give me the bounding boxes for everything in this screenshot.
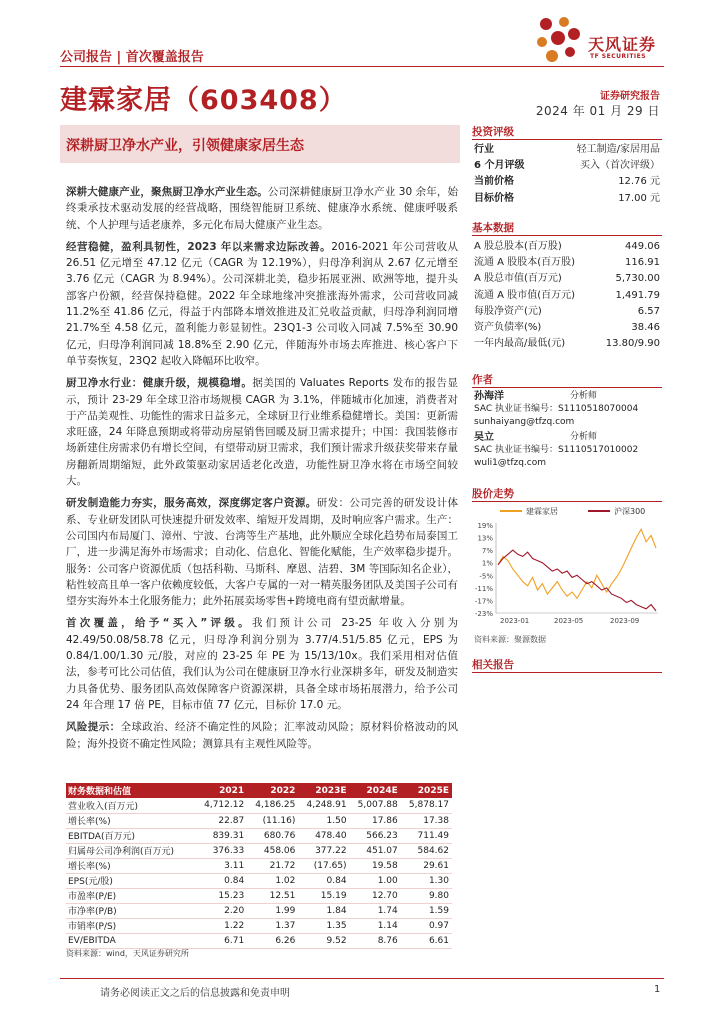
basic-key: 流通 A 股股本(百万股) xyxy=(474,257,576,269)
table-cell: 0.97 xyxy=(401,918,452,933)
rating-section-title: 投资评级 xyxy=(472,124,662,140)
headline: 深耕厨卫净水产业，引领健康家居生态 xyxy=(66,138,304,154)
table-row xyxy=(66,888,452,903)
author-email[interactable]: sunhaiyang@tfzq.com xyxy=(474,417,575,427)
basic-key: A 股总股本(百万股) xyxy=(474,241,562,252)
body-text xyxy=(66,184,458,758)
y-tick-label: 1% xyxy=(481,559,493,568)
table-cell: 1.35 xyxy=(298,918,349,933)
row-label: EV/EBITDA xyxy=(66,933,196,948)
author-name-row xyxy=(474,390,660,403)
basic-section-title: 基本数据 xyxy=(472,220,662,236)
table-cell: 6.71 xyxy=(196,933,247,948)
paragraph-text: 研发：公司完善的研发设计体系、专业研发团队可快速提升研发效率、缩短开发周期，及时响应客户需求。生产：公司国内布局厦门、漳州、宁波、台湾等生产基地，此外顺应全球化趋势布局泰国工厂，进一步满足海外市场需求；自动化、信息化、智能化赋能，生产效率稳步提升。服务：公司客户资源优质（包括科勒、马斯科、摩恩、洁碧、3M 等国际知名企业），粘性较高且单一客户依赖度较低，大客户专属的一对一精英服务团队及美国子公司有望夯实海外本土化服务能力；此外拓展卖场零售+跨境电商有望贡献增量。 xyxy=(66,497,459,608)
table-cell: 0.84 xyxy=(298,873,349,888)
rating-key: 行业 xyxy=(474,144,494,155)
table-row xyxy=(66,918,452,933)
author-name: 吴立 xyxy=(474,432,494,443)
author-cert: SAC 执业证书编号：S1110517010002 xyxy=(474,445,639,455)
paragraph-lead: 首次覆盖，给予“买入”评级。 xyxy=(66,617,252,630)
table-cell: 1.22 xyxy=(196,918,247,933)
paragraph-lead: 研发制造能力夯实，服务高效，深度绑定客户资源。 xyxy=(66,497,317,510)
legend-label: 建霖家居 xyxy=(526,507,558,516)
related-section-title: 相关报告 xyxy=(472,657,662,673)
report-category: 证券研究报告 xyxy=(600,91,660,102)
financial-table xyxy=(66,783,452,949)
table-cell: 839.31 xyxy=(196,828,247,843)
table-cell: 29.61 xyxy=(401,858,452,873)
paragraph-lead: 经营稳健，盈利具韧性，2023 年以来需求边际改善。 xyxy=(66,240,332,253)
table-cell: 15.23 xyxy=(196,888,247,903)
table-cell: 1.02 xyxy=(247,873,298,888)
rating-row xyxy=(474,158,660,174)
paragraph xyxy=(66,719,458,752)
author-name: 孙海洋 xyxy=(474,391,504,402)
row-label: 归属母公司净利润(百万元) xyxy=(66,843,196,858)
paragraph-text: 全球政治、经济不确定性的风险；汇率波动风险；原材料价格波动的风险；海外投资不确定性风险；测算具有主观性风险等。 xyxy=(66,721,458,750)
row-label: 营业收入(百万元) xyxy=(66,798,196,813)
y-tick-label: 19% xyxy=(477,522,493,530)
table-cell: 5,878.17 xyxy=(401,798,452,813)
basic-data-list xyxy=(474,239,660,352)
paragraph-lead: 厨卫净水行业：健康升级，规模稳增。 xyxy=(66,377,253,390)
row-label: 市销率(P/S) xyxy=(66,918,196,933)
column-header: 2024E xyxy=(350,783,401,798)
chart-source: 资料来源：聚源数据 xyxy=(474,635,546,644)
table-row xyxy=(66,933,452,948)
rating-key: 目标价格 xyxy=(474,192,514,204)
table-cell: 9.52 xyxy=(298,933,349,948)
column-header: 2022 xyxy=(247,783,298,798)
row-label: 增长率(%) xyxy=(66,858,196,873)
table-cell: 1.74 xyxy=(350,903,401,918)
basic-key: A 股总市值(百万元) xyxy=(474,273,562,285)
table-header-row xyxy=(66,783,452,798)
table-cell: 1.00 xyxy=(350,873,401,888)
report-date: 2024 年 01 月 29 日 xyxy=(535,104,660,118)
basic-value: 449.06 xyxy=(625,241,660,252)
table-cell: 376.33 xyxy=(196,843,247,858)
legend-label: 沪深300 xyxy=(614,507,646,516)
x-tick-label: 2023-09 xyxy=(610,617,640,625)
basic-value: 38.46 xyxy=(631,322,660,334)
table-cell: 19.58 xyxy=(350,858,401,873)
table-cell: 17.86 xyxy=(350,813,401,828)
y-tick-label: 13% xyxy=(477,534,493,543)
table-cell: 1.50 xyxy=(298,813,349,828)
authors-section-title: 作者 xyxy=(472,372,662,388)
basic-row xyxy=(474,304,660,320)
basic-value: 6.57 xyxy=(637,305,660,317)
table-source: 资料来源：wind，天风证券研究所 xyxy=(66,949,189,958)
rating-value: 买入（首次评级） xyxy=(580,160,660,172)
table-cell: 3.11 xyxy=(196,858,247,873)
paragraph xyxy=(66,239,458,369)
y-tick-label: -5% xyxy=(479,572,493,581)
author-email[interactable]: wuli1@tfzq.com xyxy=(474,458,547,468)
y-tick-label: -11% xyxy=(474,584,493,593)
x-tick-label: 2023-05 xyxy=(554,617,584,625)
footer-disclaimer: 请务必阅读正文之后的信息披露和免责申明 xyxy=(100,988,290,999)
paragraph-text: 据美国的 Valuates Reports 发布的报告显示，预计 23-29 年全球卫浴市场规模 CAGR 为 3.1%，伴随城市化加速，消费者对于产品美观性、功能性的需求日益多元，全球厨卫行业维系稳健增长。美国：更新需求旺盛，24 年降息预期或将带动房屋销售回暖及厨卫需求提升；中国：我国装修市场新建住房需求仍有增长空间，有望带动厨卫需求，我们预计需求升级获奖带来存量房翻新周期缩短，此外政策驱动家居适老化改造，功能性厨卫净水将在市场空间较大。 xyxy=(66,377,458,488)
table-cell: 21.72 xyxy=(247,858,298,873)
row-label: EBITDA(百万元) xyxy=(66,828,196,843)
paragraph-lead: 风险提示： xyxy=(66,721,121,734)
table-cell: 478.40 xyxy=(298,828,349,843)
y-tick-label: -23% xyxy=(474,610,493,618)
table-cell: 17.38 xyxy=(401,813,452,828)
basic-row xyxy=(474,271,660,287)
rating-row xyxy=(474,142,660,158)
table-cell: 6.26 xyxy=(247,933,298,948)
basic-row xyxy=(474,336,660,352)
basic-key: 资产负债率(%) xyxy=(474,322,542,334)
rating-list xyxy=(474,142,660,207)
table-cell: 1.99 xyxy=(247,903,298,918)
table-cell: 680.76 xyxy=(247,828,298,843)
author-cert: SAC 执业证书编号：S1110518070004 xyxy=(474,404,639,414)
table-row xyxy=(66,828,452,843)
table-cell: 5,007.88 xyxy=(350,798,401,813)
author-list xyxy=(474,390,660,470)
table-cell: 451.07 xyxy=(350,843,401,858)
row-label: 市净率(P/B) xyxy=(66,903,196,918)
paragraph-text: 公司深耕健康厨卫净水产业 30 余年，始终秉承技术驱动发展的经营战略，围绕智能厨卫系统、健康净水系统、健康呼吸系统、个人护理与适老康养，多元化布局大健康产业生态。 xyxy=(66,186,458,231)
footer-divider xyxy=(60,978,664,979)
basic-value: 1,491.79 xyxy=(615,289,660,301)
author-name-row xyxy=(474,431,660,444)
row-label: 市盈率(P/E) xyxy=(66,888,196,903)
logo-name-cn: 天风证券 xyxy=(588,35,657,54)
basic-value: 5,730.00 xyxy=(615,273,660,285)
table-cell: 12.70 xyxy=(350,888,401,903)
basic-row xyxy=(474,255,660,271)
rating-row xyxy=(474,191,660,207)
logo-flower-icon xyxy=(530,14,586,70)
column-header: 2023E xyxy=(298,783,349,798)
table-cell: 9.80 xyxy=(401,888,452,903)
table-cell: 377.22 xyxy=(298,843,349,858)
paragraph-text: 2016-2021 年公司营收从 26.51 亿元增至 47.12 亿元（CAGR 为 12.19%），归母净利润从 2.67 亿元增至 3.76 亿元（CAGR 为 8.94%）。公司深耕北美，稳步拓展亚洲、欧洲等地，提升头部客户份额，经营保持稳健。2022 年全球地缘冲突推涨海外需求，公司营收同减 11.2%至 41.86 亿元，得益于内部降本增效推进及汇兑收益贡献，归母净利润同增 21.7%至 4.58 亿元，盈利能力彰显韧性。23Q1-3 公司收入同减 7.5%至 30.90 亿元，归母净利润同减 18.8%至 2.90 亿元，伴随海外市场去库推进、核心客户下单节奏恢复，23Q2 起收入降幅环比收窄。 xyxy=(66,240,458,367)
table-cell: 4,186.25 xyxy=(247,798,298,813)
basic-row xyxy=(474,239,660,255)
rating-value: 轻工制造/家居用品 xyxy=(576,144,660,155)
basic-value: 13.80/9.90 xyxy=(605,338,660,350)
trend-section-title: 股价走势 xyxy=(472,486,662,502)
stock-trend-chart xyxy=(472,503,662,629)
paragraph xyxy=(66,375,458,489)
author-role: 分析师 xyxy=(570,391,598,401)
table-row xyxy=(66,873,452,888)
table-cell: 2.20 xyxy=(196,903,247,918)
table-cell: 8.76 xyxy=(350,933,401,948)
row-label: 增长率(%) xyxy=(66,813,196,828)
report-type: 公司报告 | 首次覆盖报告 xyxy=(60,50,204,65)
rating-key: 6 个月评级 xyxy=(474,160,525,172)
table-cell: 12.51 xyxy=(247,888,298,903)
tf-securities-logo xyxy=(530,14,670,70)
y-tick-label: 7% xyxy=(481,547,493,556)
rating-value: 17.00 元 xyxy=(618,192,660,204)
column-header: 2025E xyxy=(401,783,452,798)
author-role: 分析师 xyxy=(570,432,598,442)
table-cell: 6.61 xyxy=(401,933,452,948)
table-cell: 4,248.91 xyxy=(298,798,349,813)
table-row xyxy=(66,903,452,918)
table-cell: 566.23 xyxy=(350,828,401,843)
basic-key: 一年内最高/最低(元) xyxy=(474,338,566,350)
table-cell: 1.84 xyxy=(298,903,349,918)
paragraph xyxy=(66,495,458,609)
basic-row xyxy=(474,288,660,304)
row-label: EPS(元/股) xyxy=(66,873,196,888)
column-header: 财务数据和估值 xyxy=(66,783,196,798)
table-row xyxy=(66,843,452,858)
column-header: 2021 xyxy=(196,783,247,798)
y-tick-label: -17% xyxy=(474,597,493,606)
table-row xyxy=(66,858,452,873)
basic-key: 每股净资产(元) xyxy=(474,305,542,317)
rating-row xyxy=(474,174,660,190)
table-cell: (17.65) xyxy=(298,858,349,873)
table-cell: 1.37 xyxy=(247,918,298,933)
paragraph-lead: 深耕大健康产业，聚焦厨卫净水产业生态。 xyxy=(66,186,268,198)
table-cell: 1.30 xyxy=(401,873,452,888)
paragraph xyxy=(66,184,458,233)
series-line-jianlin xyxy=(498,529,656,598)
table-cell: (11.16) xyxy=(247,813,298,828)
basic-row xyxy=(474,320,660,336)
table-cell: 711.49 xyxy=(401,828,452,843)
table-row xyxy=(66,813,452,828)
company-title: 建霖家居（603408） xyxy=(60,85,347,116)
table-cell: 0.84 xyxy=(196,873,247,888)
paragraph-text: 我们预计公司 23-25 年收入分别为 42.49/50.08/58.78 亿元，归母净利润分别为 3.77/4.51/5.85 亿元，EPS 为 0.84/1.00/1.30 元/股，对应的 23-25 年 PE 为 15/13/10x。我们采用相对估值法，参考可比公司估值，我们认为公司在健康厨卫净水行业深耕多年，研发及制造实力具备优势、服务团队高效保障客户资源深耕，具备全球市场拓展潜力，给予公司 24 年合理 17 倍 PE，目标市值 77 亿元，目标价 17.0 元。 xyxy=(66,617,458,711)
page-number: 1 xyxy=(654,984,661,995)
basic-key: 流通 A 股市值(百万元) xyxy=(474,289,576,301)
table-cell: 22.87 xyxy=(196,813,247,828)
table-cell: 1.59 xyxy=(401,903,452,918)
table-cell: 4,712.12 xyxy=(196,798,247,813)
table-cell: 15.19 xyxy=(298,888,349,903)
table-cell: 458.06 xyxy=(247,843,298,858)
logo-name-en: TF SECURITIES xyxy=(590,53,647,60)
basic-value: 116.91 xyxy=(625,257,660,269)
rating-value: 12.76 元 xyxy=(618,176,660,188)
table-row xyxy=(66,798,452,813)
paragraph xyxy=(66,615,458,713)
rating-key: 当前价格 xyxy=(474,176,514,188)
table-cell: 584.62 xyxy=(401,843,452,858)
x-tick-label: 2023-01 xyxy=(500,617,530,625)
table-cell: 1.14 xyxy=(350,918,401,933)
